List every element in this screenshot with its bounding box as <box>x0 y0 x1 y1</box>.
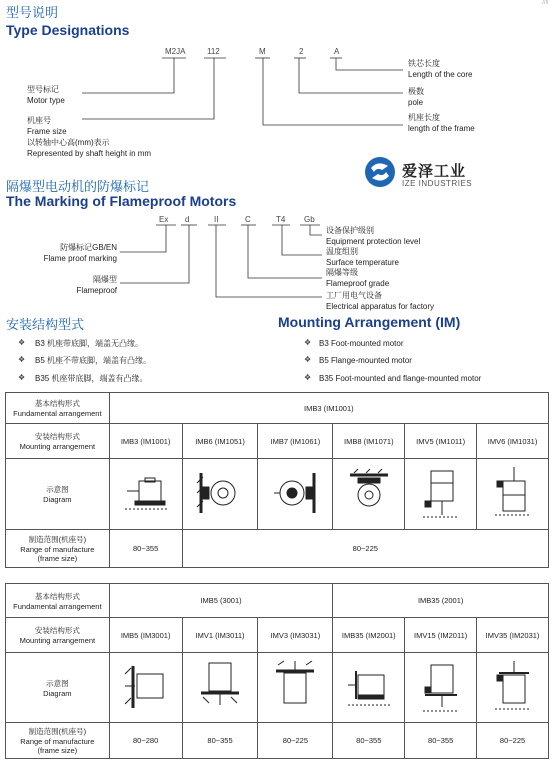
frame-size-en: Frame size <box>27 127 67 136</box>
factory-en: Electrical apparatus for factory <box>326 302 435 311</box>
diagram-imb7-icon <box>258 459 333 530</box>
mount-imb5: IMB5 (IM3001) <box>109 618 182 653</box>
pole-en: pole <box>408 98 424 107</box>
motor-type-cn: 型号标记 <box>27 85 59 94</box>
row-label-mounting: 安装结构形式 Mounting arrangement <box>6 618 110 653</box>
motor-type-en: Motor type <box>27 96 65 105</box>
frame-size-cn: 机座号 <box>27 116 51 125</box>
mount-imv3: IMV3 (IM3031) <box>258 618 333 653</box>
mount-imb7: IMB7 (IM1061) <box>258 424 333 459</box>
temp-en: Surface temperature <box>326 258 399 267</box>
factory-cn: 工厂用电气设备 <box>326 291 382 300</box>
core-length-en: Length of the core <box>408 70 473 79</box>
range-imv35: 80~225 <box>477 723 549 759</box>
frame-length-en: length of the frame <box>408 124 475 133</box>
code-ex: Ex <box>159 215 169 224</box>
logo-en: IZE INDUSTRIES <box>402 179 473 188</box>
bullet-cn-b5: B5 机座不带底脚，端盖有凸缘。 <box>35 356 152 365</box>
mounting-table-b3 <box>5 392 549 568</box>
mounting-table-b5-b35 <box>5 583 549 759</box>
fundamental-b5: IMB5 (3001) <box>109 584 333 618</box>
mount-imb3: IMB3 (IM1001) <box>109 424 182 459</box>
grade-cn: 隔爆等级 <box>326 268 358 277</box>
diagram-imv15-icon <box>405 653 477 723</box>
code-c: C <box>245 215 251 224</box>
mount-imv15: IMV15 (IM2011) <box>405 618 477 653</box>
frame-size-extra-cn: 以转轴中心高(mm)表示 <box>27 138 110 147</box>
bullet-diamond-icon: ❖ <box>18 373 26 382</box>
code-motor-type: M2JA <box>165 47 186 56</box>
bullet-en-b35: B35 Foot-mounted and flange-mounted motor <box>319 374 482 383</box>
range-others: 80~225 <box>182 530 548 568</box>
bullet-en-b5: B5 Flange-mounted motor <box>319 356 412 365</box>
flame-marking-en: Flame proof marking <box>43 254 117 263</box>
flame-marking-cn: 防爆标记GB/EN <box>60 243 117 252</box>
grade-en: Flameproof grade <box>326 279 390 288</box>
range-imb3: 80~355 <box>109 530 182 568</box>
diagram-imb8-icon <box>333 459 405 530</box>
diagram-imb5-icon <box>109 653 182 723</box>
range-imb35: 80~355 <box>333 723 405 759</box>
code-gb: Gb <box>304 215 315 224</box>
type-title-en: Type Designations <box>6 22 130 38</box>
code-core: A <box>334 47 340 56</box>
row-label-diagram: 示意图 Diagram <box>6 459 110 530</box>
logo-cn: 爱泽工业 <box>402 162 467 180</box>
code-t4: T4 <box>276 215 286 224</box>
mount-imb35: IMB35 (IM2001) <box>333 618 405 653</box>
row-label-range: 制造范围(机座号) Range of manufacture (frame size) <box>6 530 110 568</box>
fundamental-b35: IMB35 (2001) <box>333 584 549 618</box>
diagram-imv1-icon <box>182 653 258 723</box>
type-title-cn: 型号说明 <box>6 6 59 21</box>
bullet-diamond-icon: ❖ <box>18 338 26 347</box>
range-imv1: 80~355 <box>182 723 258 759</box>
mount-title-en: Mounting Arrangement (IM) <box>278 314 461 330</box>
code-frame: 112 <box>207 47 220 56</box>
diagram-imb35-icon <box>333 653 405 723</box>
diagram-imb3-icon <box>109 459 182 530</box>
bullet-diamond-icon: ❖ <box>18 355 26 364</box>
diagram-imv3-icon <box>258 653 333 723</box>
mount-imb6: IMB6 (IM1051) <box>182 424 258 459</box>
flameproof-en: Flameproof <box>76 286 117 295</box>
range-imb5: 80~280 <box>109 723 182 759</box>
range-imv3: 80~225 <box>258 723 333 759</box>
epl-cn: 设备保护级别 <box>326 226 374 235</box>
fundamental-b3: IMB3 (IM1001) <box>109 393 548 424</box>
mount-imb8: IMB8 (IM1071) <box>333 424 405 459</box>
mount-imv5: IMV5 (IM1011) <box>405 424 477 459</box>
pole-cn: 极数 <box>408 87 424 96</box>
row-label-mounting: 安装结构形式 Mounting arrangement <box>6 424 110 459</box>
epl-en: Equipment protection level <box>326 237 421 246</box>
code-pole: 2 <box>299 47 304 56</box>
row-label-fundamental: 基本结构形式 Fundamental arrangement <box>6 584 110 618</box>
diagram-imb6-icon <box>182 459 258 530</box>
diagram-imv6-icon <box>477 459 549 530</box>
flame-title-cn: 隔爆型电动机的防爆标记 <box>6 180 150 195</box>
bullet-diamond-icon: ❖ <box>304 338 312 347</box>
row-label-diagram: 示意图 Diagram <box>6 653 110 723</box>
code-d: d <box>185 215 190 224</box>
diagram-imv35-icon <box>477 653 549 723</box>
core-length-cn: 铁芯长度 <box>408 59 440 68</box>
diagram-imv5-icon <box>405 459 477 530</box>
frame-length-cn: 机座长度 <box>408 113 440 122</box>
bullet-cn-b3: B3 机座带底脚，端盖无凸缘。 <box>35 339 144 348</box>
frame-size-extra-en: Represented by shaft height in mm <box>27 149 152 158</box>
bullet-cn-b35: B35 机座带底脚，端盖有凸缘。 <box>35 374 148 383</box>
range-imv15: 80~355 <box>405 723 477 759</box>
corner-mark: //‖ <box>542 0 548 6</box>
flame-title-en: The Marking of Flameproof Motors <box>6 193 237 209</box>
temp-cn: 温度组别 <box>326 247 358 256</box>
code-length: M <box>259 47 266 56</box>
bullet-diamond-icon: ❖ <box>304 355 312 364</box>
mount-imv6: IMV6 (IM1031) <box>477 424 549 459</box>
mount-imv1: IMV1 (IM3011) <box>182 618 258 653</box>
bullet-en-b3: B3 Foot-mounted motor <box>319 339 404 348</box>
mount-imv35: IMV35 (IM2031) <box>477 618 549 653</box>
flameproof-cn: 隔爆型 <box>93 275 117 284</box>
code-ii: II <box>214 215 219 224</box>
mount-title-cn: 安装结构型式 <box>6 318 85 333</box>
row-label-fundamental: 基本结构形式 Fundamental arrangement <box>6 393 110 424</box>
bullet-diamond-icon: ❖ <box>304 373 312 382</box>
row-label-range: 制造范围(机座号) Range of manufacture (frame size) <box>6 723 110 759</box>
